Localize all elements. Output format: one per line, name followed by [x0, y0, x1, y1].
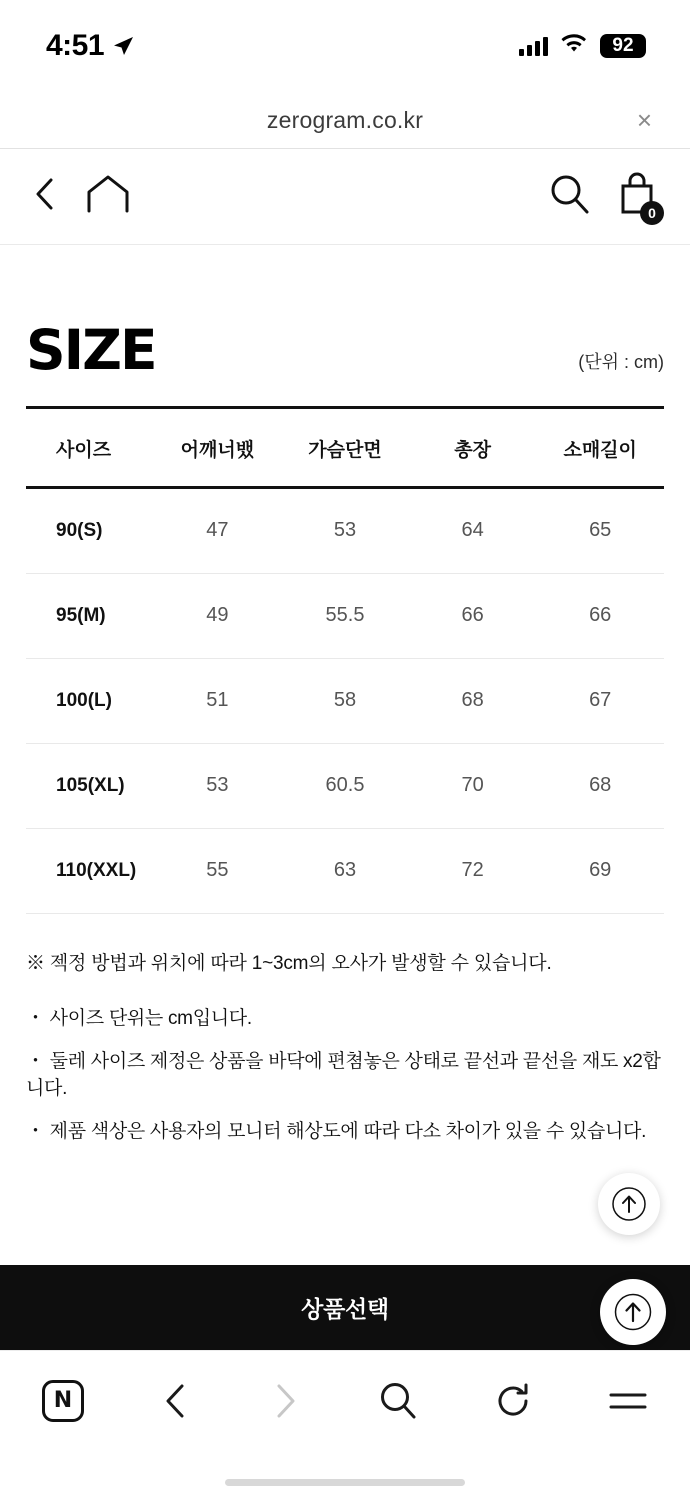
- home-indicator: [225, 1479, 465, 1486]
- scroll-to-top-button[interactable]: [600, 1279, 666, 1345]
- browser-url-bar[interactable]: [0, 92, 690, 149]
- note-item: ・ 둘레 사이즈 제정은 상품을 바닥에 편쳠놓은 상태로 끝선과 끝선을 재도 x2합니다.: [26, 1051, 661, 1099]
- cell-shoulder: 49: [154, 574, 282, 659]
- column-header-chest: 가슴단면: [281, 408, 409, 488]
- naver-app-button[interactable]: [42, 1380, 84, 1422]
- browser-forward-button[interactable]: [268, 1381, 302, 1421]
- scroll-to-top-button-secondary[interactable]: [598, 1173, 660, 1235]
- size-title-row: [26, 318, 664, 382]
- battery-indicator: 92: [600, 34, 646, 58]
- buy-bar[interactable]: [0, 1265, 690, 1350]
- cell-sleeve: 67: [536, 659, 664, 744]
- status-bar-left: [46, 29, 134, 63]
- status-bar: [0, 0, 690, 92]
- size-table: [26, 406, 664, 914]
- cell-size: 95(M): [26, 574, 154, 659]
- note-item: ・ 사이즈 단위는 cm입니다.: [26, 1008, 252, 1029]
- column-header-length: 총장: [409, 408, 537, 488]
- chevron-right-icon: [268, 1381, 302, 1421]
- url-host[interactable]: zerogram.co.kr: [266, 106, 424, 133]
- cell-sleeve: 66: [536, 574, 664, 659]
- note-item: ・ 제품 색상은 사용자의 모니터 해상도에 따라 다소 차이가 있을 수 있습니다.: [26, 1121, 647, 1142]
- browser-toolbar: [0, 1350, 690, 1450]
- table-row: [26, 829, 664, 914]
- table-row: [26, 574, 664, 659]
- home-icon[interactable]: [84, 173, 132, 220]
- cell-sleeve: 68: [536, 744, 664, 829]
- cell-chest: 53: [281, 488, 409, 574]
- cell-length: 72: [409, 829, 537, 914]
- site-header-left: [30, 173, 132, 220]
- arrow-up-circle-icon: [614, 1293, 652, 1331]
- search-icon: [378, 1381, 418, 1421]
- cell-shoulder: 55: [154, 829, 282, 914]
- cell-size: 90(S): [26, 488, 154, 574]
- cell-chest: 58: [281, 659, 409, 744]
- cell-length: 64: [409, 488, 537, 574]
- close-icon[interactable]: ×: [636, 105, 652, 135]
- site-header: [0, 149, 690, 245]
- cellular-bars-icon: [519, 36, 548, 56]
- cell-shoulder: 51: [154, 659, 282, 744]
- browser-back-button[interactable]: [159, 1381, 193, 1421]
- reload-icon: [493, 1381, 533, 1421]
- cell-size: 105(XL): [26, 744, 154, 829]
- table-row: [26, 659, 664, 744]
- browser-menu-button[interactable]: [608, 1388, 648, 1414]
- cell-sleeve: 69: [536, 829, 664, 914]
- page-content: [0, 245, 690, 1143]
- column-header-shoulder: 어깨너뱄: [154, 408, 282, 488]
- naver-logo-icon: N: [42, 1380, 84, 1422]
- cell-chest: 55.5: [281, 574, 409, 659]
- bag-count-badge: 0: [640, 201, 664, 225]
- status-bar-right: [519, 34, 646, 59]
- unit-note: (단위 : cm): [578, 352, 664, 372]
- browser-search-button[interactable]: [378, 1381, 418, 1421]
- chevron-left-icon: [159, 1381, 193, 1421]
- cell-length: 66: [409, 574, 537, 659]
- cell-length: 70: [409, 744, 537, 829]
- table-row: [26, 488, 664, 574]
- browser-reload-button[interactable]: [493, 1381, 533, 1421]
- cell-sleeve: 65: [536, 488, 664, 574]
- wifi-icon: [561, 34, 587, 59]
- search-icon[interactable]: [548, 173, 590, 220]
- cell-chest: 63: [281, 829, 409, 914]
- site-header-right: [548, 172, 658, 221]
- clock: 4:51: [46, 29, 105, 62]
- cell-length: 68: [409, 659, 537, 744]
- cell-shoulder: 47: [154, 488, 282, 574]
- column-header-size: 사이즈: [26, 408, 154, 488]
- column-header-sleeve: 소매길이: [536, 408, 664, 488]
- cell-shoulder: 53: [154, 744, 282, 829]
- cell-chest: 60.5: [281, 744, 409, 829]
- table-header-row: [26, 408, 664, 488]
- select-product-button[interactable]: 상품선택: [301, 1296, 389, 1322]
- page-title: SIZE: [26, 318, 156, 382]
- location-arrow-icon: [112, 35, 134, 57]
- notes-block: [26, 948, 664, 1143]
- shopping-bag-button[interactable]: [616, 172, 658, 221]
- note-main: ※ 젝정 방법과 위치에 따라 1~3cm의 오사가 발생할 수 있습니다.: [26, 953, 552, 974]
- arrow-up-icon: [612, 1187, 646, 1221]
- cell-size: 100(L): [26, 659, 154, 744]
- table-row: [26, 744, 664, 829]
- menu-icon: [608, 1388, 648, 1414]
- chevron-left-icon[interactable]: [30, 175, 58, 218]
- cell-size: 110(XXL): [26, 829, 154, 914]
